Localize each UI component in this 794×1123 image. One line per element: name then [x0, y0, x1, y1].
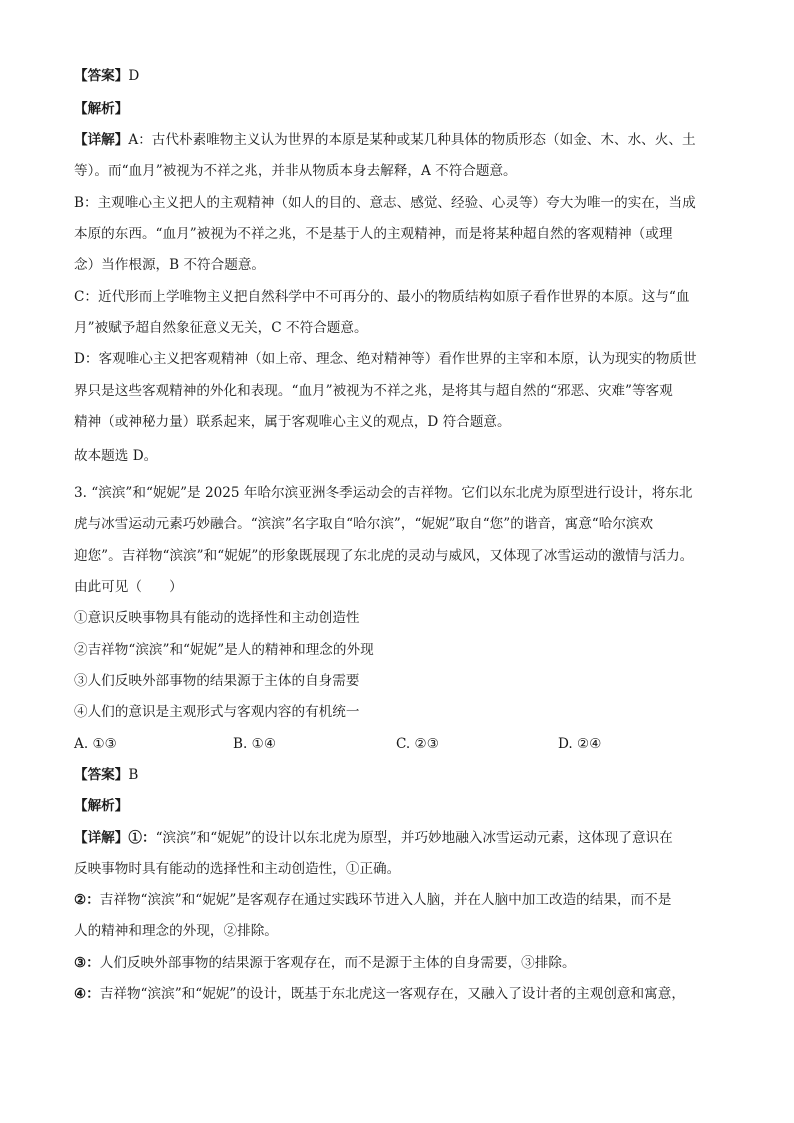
q3-detail-text-5: 吉祥物“滨滨”和“妮妮”的设计，既基于东北虎这一客观存在，又融入了设计者的主观创意和寓意，: [99, 986, 685, 1002]
q3-detail-line-3: 人的精神和理念的外现，②排除。: [74, 923, 278, 939]
q3-statement-3: ③人们反映外部事物的结果源于主体的自身需要: [74, 673, 360, 689]
q2-detail-line-6: 月”被赋予超自然象征意义无关，C 不符合题意。: [74, 320, 368, 336]
q3-answer-line: [74, 765, 734, 785]
q3-detail-num-5: ④：: [74, 986, 100, 1002]
q3-stem-line-1: 虎与冰雪运动元素巧妙融合。“滨滨”名字取自“哈尔滨”，“妮妮”取自“您”的谐音，寓意“哈尔滨欢: [74, 516, 654, 532]
q2-detail-line-8: 界只是这些客观精神的外化和表现。“血月”被视为不祥之兆，是将其与超自然的“邪恶、灾难”等客观: [74, 383, 673, 399]
q3-detail-line-4: [74, 953, 734, 973]
q3-detail-num-2: ②：: [74, 892, 100, 908]
q2-detail-line-4: 念）当作根源，B 不符合题意。: [74, 257, 266, 273]
q3-detail-num-0: ①：: [128, 830, 156, 846]
q3-option-b: B. ①④: [233, 736, 277, 752]
q3-option-a: A. ①③: [74, 736, 117, 752]
q2-detail-line-0: [74, 130, 734, 150]
q3-stem-line-2: 迎您”。吉祥物“滨滨”和“妮妮”的形象既展现了东北虎的灵动与威风，又体现了冰雪运动的激情与活力。: [74, 548, 694, 564]
q3-statement-2: ②吉祥物“滨滨”和“妮妮”是人的精神和理念的外现: [74, 642, 374, 658]
q3-detail-text-4: 人们反映外部事物的结果源于客观存在，而不是源于主体的自身需要，③排除。: [99, 955, 576, 971]
q3-analysis-label: 【解析】: [74, 798, 129, 814]
q3-option-c: C. ②③: [396, 736, 439, 752]
q2-detail-line-3: 本原的东西。“血月”被视为不祥之兆，不是基于人的主观精神，而是将某种超自然的客观精神（或理: [74, 226, 673, 242]
q3-statement-4: ④人们的意识是主观形式与客观内容的有机统一: [74, 704, 360, 720]
q2-detail-line-2: B：主观唯心主义把人的主观精神（如人的目的、意志、感觉、经验、心灵等）夸大为唯一的实在，当成: [74, 195, 696, 211]
q3-answer-value: B: [128, 767, 139, 783]
q3-detail-line-5: [74, 984, 734, 1004]
q3-answer-label: 【答案】: [74, 767, 129, 783]
q3-detail-text-2: 吉祥物“滨滨”和“妮妮”是客观存在通过实践环节进入人脑，并在人脑中加工改造的结果，而不是: [99, 892, 672, 908]
q2-answer-label: 【答案】: [74, 68, 129, 84]
q2-analysis-label: 【解析】: [74, 101, 129, 117]
q3-statement-1: ①意识反映事物具有能动的选择性和主动创造性: [74, 610, 360, 626]
q2-detail-line-5: C：近代形而上学唯物主义把自然科学中不可再分的、最小的物质结构如原子看作世界的本原。这与“血: [74, 289, 690, 305]
q2-detail-line-9: 精神（或神秘力量）联系起来，属于客观唯心主义的观点，D 符合题意。: [74, 414, 511, 430]
q2-detail-text-0: A：古代朴素唯物主义认为世界的本原是某种或某几种具体的物质形态（如金、木、水、火、土: [128, 132, 696, 148]
q2-detail-line-7: D：客观唯心主义把客观精神（如上帝、理念、绝对精神等）看作世界的主宰和本原，认为现实的物质世: [74, 351, 697, 367]
q2-detail-label: 【详解】: [74, 132, 129, 148]
q3-detail-label: 【详解】: [74, 830, 129, 846]
q2-answer-line: [74, 66, 734, 86]
q3-option-d: D. ②④: [558, 736, 602, 752]
q3-detail-line-1: 反映事物时具有能动的选择性和主动创造性，①正确。: [74, 861, 401, 877]
q2-conclusion: 故本题选 D。: [74, 448, 158, 464]
q3-detail-line-0: [74, 828, 734, 848]
q3-detail-line-2: [74, 890, 734, 910]
q2-detail-line-1: 等）。而“血月”被视为不祥之兆，并非从物质本身去解释，A 不符合题意。: [74, 163, 517, 179]
q3-detail-text-0: “滨滨”和“妮妮”的设计以东北虎为原型，并巧妙地融入冰雪运动元素，这体现了意识在: [155, 830, 673, 846]
q3-stem-line-3: 由此可见（ ）: [74, 579, 183, 595]
q3-detail-num-4: ③：: [74, 955, 100, 971]
q2-answer-value: D: [128, 68, 140, 84]
q3-stem-line-0: 3. “滨滨”和“妮妮”是 2025 年哈尔滨亚洲冬季运动会的吉祥物。它们以东北虎为原型进行设计，将东北: [74, 485, 693, 501]
